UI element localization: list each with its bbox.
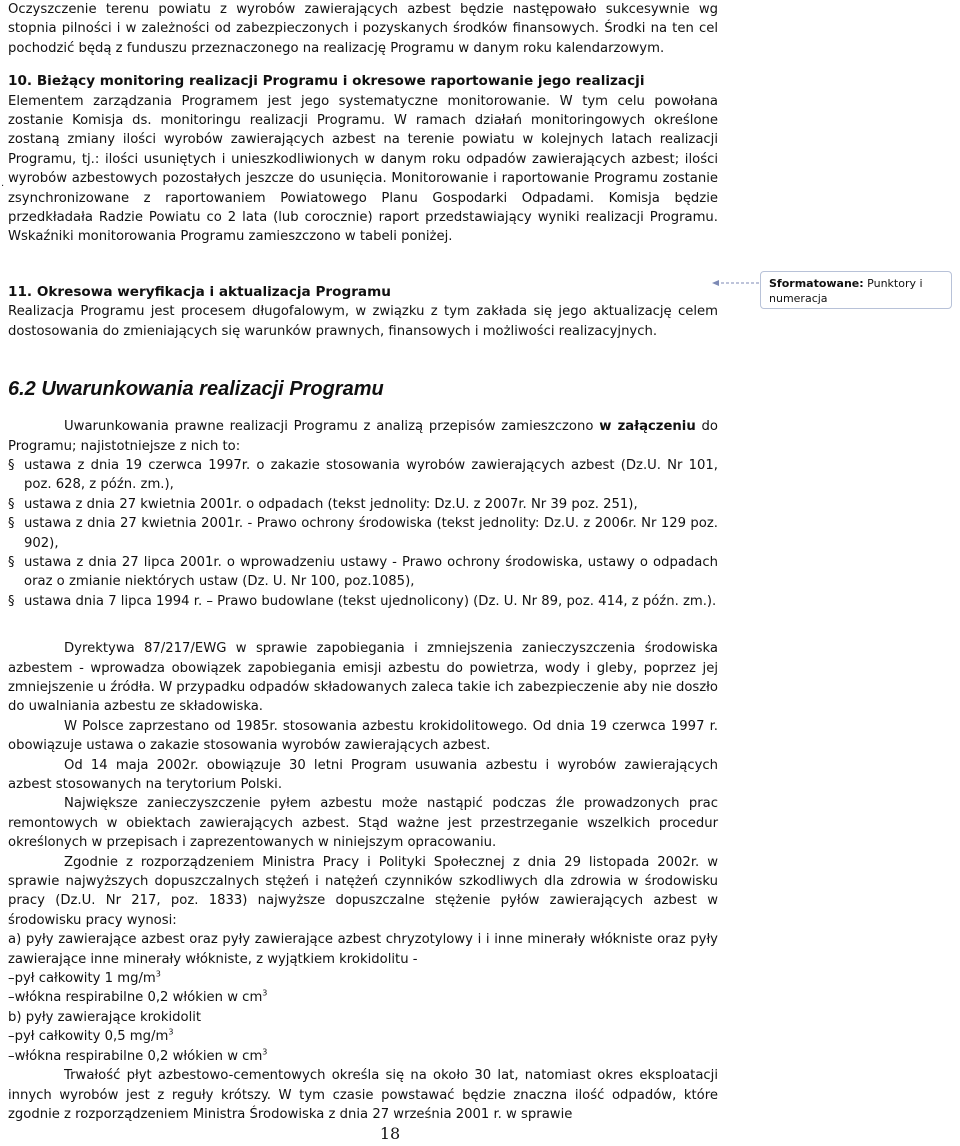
paragraph-legal-intro: Uwarunkowania prawne realizacji Programu z analizą przepisów zamieszczono w załączeniu do Programu; najistotniejsze z nich to: (8, 419, 718, 454)
list-item: § ustawa z dnia 27 kwietnia 2001r. o odpadach (tekst jednolity: Dz.U. z 2007r. Nr 39 poz. 251), (8, 495, 718, 514)
paragraph-program-2002: Od 14 maja 2002r. obowiązuje 30 letni Program usuwania azbestu i wyrobów zawierających azbest stosowanych na terytorium Polski. (8, 757, 718, 792)
formatting-comment-balloon[interactable] (760, 271, 952, 309)
list-item: § ustawa z dnia 19 czerwca 1997r. o zakazie stosowania wyrobów zawierających azbest (Dz.U. Nr 101, poz. 628, z późn. zm.), (8, 457, 718, 493)
paragraph-directive: Dyrektywa 87/217/EWG w sprawie zapobiegania i zmniejszenia zanieczyszczenia środowiska azbestem - wprowadza obowiązek zapobiegania emisji azbestu do powietrza, wody i gleby, poprzez jej zmniejszenie u źródła. W przypadku odpadów składowanych zaleca takie ich zabezpieczenie aby nie doszło do uwalniania azbestu ze składowiska. (8, 641, 718, 715)
heading-section-6-2: 6.2 Uwarunkowania realizacji Programu (8, 378, 384, 401)
limit-a-total-dust: –pył całkowity 1 $mg/m^3$ (8, 969, 161, 987)
paragraph-poland-ban: W Polsce zaprzestano od 1985r. stosowania azbestu krokidolitowego. Od dnia 19 czerwca 1997 r. obowiązuje ustawa o zakazie stosowania wyrobów zawierających azbest. (8, 718, 718, 754)
comment-label: Sformatowane: (769, 277, 864, 290)
paragraph-contamination: Największe zanieczyszczenie pyłem azbestu może nastąpić podczas źle prowadzonych prac remontowych w obiektach zawierających azbest. Stąd ważne jest przestrzeganie wszelkich procedur określonych w przepisach i zaprezentowanych w niniejszym opracowaniu. (8, 796, 718, 851)
comment-connector (712, 277, 760, 289)
bullet-icon: § (8, 496, 15, 512)
list-item: § ustawa dnia 7 lipca 1994 r. – Prawo budowlane (tekst ujednolicony) (Dz. U. Nr 89, poz. 414, z późn. zm.). (8, 592, 718, 611)
paragraph-monitoring: Elementem zarządzania Programem jest jego systematyczne monitorowanie. W tym celu powołana zostanie Komisja ds. monitoringu realizacji Programu. W ramach działań monitoringowych określone zostaną zmiany ilości wyrobów zawierających azbest na terenie powiatu w kolejnych latach realizacji Programu, tj.: ilości usuniętych i unieszkodliwionych w danym roku odpadów zawierających azbest; ilości wyrobów azbestowych pozostałych jeszcze do usunięcia. Monitorowanie i raportowanie Programu zostanie zsynchronizowane z raportowaniem Powiatowego Planu Gospodarki Odpadami. Komisja będzie przedkładała Radzie Powiatu co 2 lata (lub corocznie) raport przedstawiający wyniki realizacji Programu. Wskaźniki monitorowania Programu zamieszczono w tabeli poniżej. (8, 93, 718, 245)
bullet-icon: § (8, 516, 15, 532)
document-page (8, 0, 718, 1124)
limit-b-fibres: –włókna respirabilne 0,2 włókien w $cm^3$ (8, 1047, 268, 1064)
margin-mark: . (1, 178, 5, 189)
comment-text: Punktory i numeracja (769, 277, 923, 305)
list-item: § ustawa z dnia 27 kwietnia 2001r. - Prawo ochrony środowiska (tekst jednolity: Dz.U. z 2006r. Nr 129 poz. 902), (8, 516, 718, 551)
paragraph-limit-a: a) pyły zawierające azbest oraz pyły zawierające azbest chryzotylowy i i inne minerały włókniste oraz pyły zawierające inne minerały włókniste, z wyjątkiem krokidolitu - (8, 932, 718, 967)
heading-section-10: 10. Bieżący monitoring realizacji Programu i okresowe raportowanie jego realizacji (8, 73, 645, 90)
paragraph-regulation: Zgodnie z rozporządzeniem Ministra Pracy i Polityki Społecznej z dnia 29 listopada 2002r. w sprawie najwyższych dopuszczalnych stężeń i natężeń czynników szkodliwych dla zdrowia w środowisku pracy (Dz.U. Nr 217, poz. 1833) najwyższe dopuszczalne stężenie pyłów zawierających azbest w środowisku pracy wynosi: (8, 854, 718, 928)
bullet-icon: § (8, 593, 15, 609)
paragraph-intro: Oczyszczenie terenu powiatu z wyrobów zawierających azbest będzie następowało sukcesywnie wg stopnia pilności i w zależności od zabezpieczonych i pozyskanych środków finansowych. Środki na ten cel pochodzić będą z funduszu przeznaczonego na realizację Programu w danym roku kalendarzowym. (8, 2, 718, 56)
limit-b-total-dust: –pył całkowity 0,5 $mg/m^3$ (8, 1027, 174, 1045)
page-number: 18 (379, 1124, 401, 1143)
heading-section-11: 11. Okresowa weryfikacja i aktualizacja Programu (8, 283, 391, 300)
bullet-icon: § (8, 457, 15, 473)
paragraph-verification: Realizacja Programu jest procesem długofalowym, w związku z tym zakłada się jego aktualizację celem dostosowania do zmieniających się warunków prawnych, finansowych i możliwości realizacyjnych. (8, 304, 718, 339)
list-item: § ustawa z dnia 27 lipca 2001r. o wprowadzeniu ustawy - Prawo ochrony środowiska, ustawy o odpadach oraz o zmianie niektórych ustaw (Dz. U. Nr 100, poz.1085), (8, 554, 718, 590)
limit-a-fibres: –włókna respirabilne 0,2 włókien w $cm^3$ (8, 989, 268, 1006)
paragraph-durability: Trwałość płyt azbestowo-cementowych określa się na około 30 lat, natomiast okres eksploatacji innych wyrobów jest z reguły krótszy. W tym czasie powstawać będzie znaczna ilość odpadów, które zgodnie z rozporządzeniem Ministra Środowiska z dnia 27 września 2001 r. w sprawie (8, 1068, 718, 1122)
bullet-icon: § (8, 554, 15, 570)
paragraph-limit-b: b) pyły zawierające krokidolit (8, 1009, 202, 1025)
